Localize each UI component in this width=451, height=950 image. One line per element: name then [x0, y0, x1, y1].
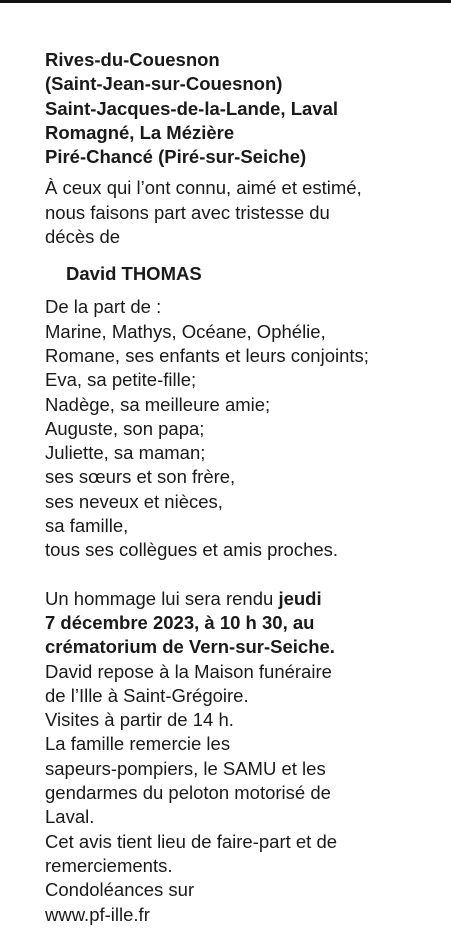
tribute-lead-text: Un hommage lui sera rendu — [45, 587, 279, 609]
tribute-line: Laval. — [45, 806, 95, 828]
family-list — [45, 295, 445, 562]
family-line: tous ses collègues et amis proches. — [45, 539, 339, 561]
location-line: (Saint-Jean-sur-Couesnon) — [45, 73, 283, 95]
family-line: sa famille, — [45, 515, 129, 537]
tribute-line: La famille remercie les — [45, 733, 231, 755]
intro-line: À ceux qui l’ont connu, aimé et estimé, — [45, 177, 362, 199]
tribute-line: gendarmes du peloton motorisé de — [45, 782, 331, 804]
family-line: Nadège, sa meilleure amie; — [45, 393, 271, 415]
intro-paragraph — [45, 176, 445, 249]
tribute-venue-line: crématorium de Vern-sur-Seiche. — [45, 636, 335, 658]
family-line: De la part de : — [45, 296, 162, 318]
location-line: Piré-Chancé (Piré-sur-Seiche) — [45, 146, 307, 168]
location-line: Rives-du-Couesnon — [45, 49, 220, 70]
tribute-day: jeudi — [278, 587, 322, 609]
website-link[interactable]: www.pf-ille.fr — [45, 903, 150, 925]
tribute-line: Condoléances sur — [45, 879, 195, 901]
tribute-date-line: 7 décembre 2023, à 10 h 30, au — [45, 611, 315, 633]
family-line: Romane, ses enfants et leurs conjoints; — [45, 344, 369, 366]
tribute-line: sapeurs-pompiers, le SAMU et les — [45, 757, 326, 779]
tribute-line: David repose à la Maison funéraire — [45, 660, 332, 682]
location-line: Romagné, La Mézière — [45, 121, 235, 143]
tribute-line: de l’Ille à Saint-Grégoire. — [45, 684, 249, 706]
tribute-line: remerciements. — [45, 854, 173, 876]
family-line: ses sœurs et son frère, — [45, 466, 236, 488]
family-line: Eva, sa petite-fille; — [45, 369, 197, 391]
intro-line: nous faisons part avec tristesse du — [45, 201, 330, 223]
top-divider — [0, 0, 451, 3]
deceased-name: David THOMAS — [66, 263, 202, 285]
location-line: Saint-Jacques-de-la-Lande, Laval — [45, 97, 339, 119]
family-line: Marine, Mathys, Océane, Ophélie, — [45, 320, 326, 342]
tribute-line: Cet avis tient lieu de faire-part et de — [45, 830, 338, 852]
tribute-line: Visites à partir de 14 h. — [45, 709, 234, 731]
tribute-lead-line — [45, 587, 445, 611]
family-line: ses neveux et nièces, — [45, 490, 223, 512]
intro-line: décès de — [45, 226, 121, 248]
locations-block — [45, 48, 445, 169]
family-line: Auguste, son papa; — [45, 417, 205, 439]
family-line: Juliette, sa maman; — [45, 442, 206, 464]
obituary-notice — [45, 48, 445, 927]
tribute-paragraph — [45, 587, 445, 927]
